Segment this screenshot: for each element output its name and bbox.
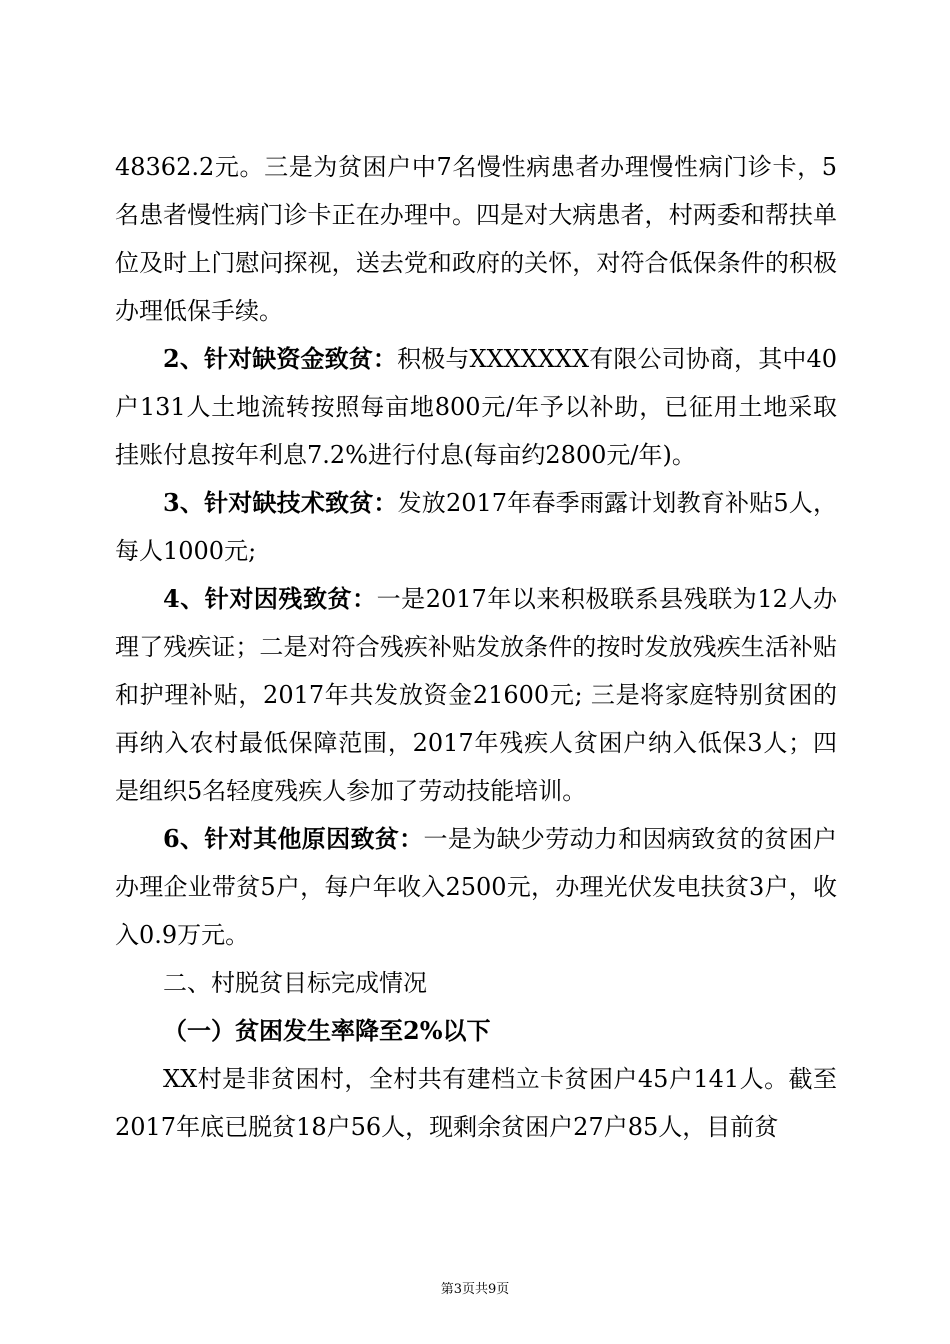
- document-body: [115, 143, 837, 1151]
- paragraph-text: 发放2017年春季雨露计划教育补贴5人，每人1000元;: [115, 489, 837, 565]
- paragraph-lead: 6、针对其他原因致贫：: [163, 824, 424, 853]
- paragraph-other-causes: [115, 815, 837, 959]
- paragraph-capital-shortage: [115, 335, 837, 479]
- paragraph-text: 一是2017年以来积极联系县残联为12人办理了残疾证；二是对符合残疾补贴发放条件的按时发放残疾生活补贴和护理补贴，2017年共发放资金21600元; 三是将家庭特别贫困的再纳入农村最低保障范围，2017年残疾人贫困户纳入低保3人；四是组织5名轻度残疾人参加了劳动技能培训。: [115, 585, 837, 805]
- paragraph-village-summary: [115, 1055, 837, 1151]
- section-heading: 二、村脱贫目标完成情况: [163, 969, 427, 997]
- paragraph-text: XX村是非贫困村，全村共有建档立卡贫困户45户141人。截至2017年底已脱贫18户56人，现剩余贫困户27户85人，目前贫: [115, 1065, 837, 1141]
- paragraph-lead: 2、针对缺资金致贫：: [163, 344, 398, 373]
- paragraph-continuation: [115, 143, 837, 335]
- paragraph-text: 积极与XXXXXXX有限公司协商，其中40户131人土地流转按照每亩地800元/年予以补助，已征用土地采取挂账付息按年利息7.2%进行付息(每亩约2800元/年)。: [115, 345, 838, 469]
- sub-heading: （一）贫困发生率降至2%以下: [163, 1016, 491, 1045]
- paragraph-lead: 3、针对缺技术致贫：: [163, 488, 398, 517]
- paragraph-lead: 4、针对因残致贫：: [163, 584, 377, 613]
- page-number-footer: 第3页共9页: [440, 1282, 510, 1297]
- paragraph-technology-shortage: [115, 479, 837, 575]
- paragraph-text: 48362.2元。三是为贫困户中7名慢性病患者办理慢性病门诊卡，5名患者慢性病门诊卡正在办理中。四是对大病患者，村两委和帮扶单位及时上门慰问探视，送去党和政府的关怀，对符合低保条件的积极办理低保手续。: [115, 153, 837, 325]
- paragraph-text: 一是为缺少劳动力和因病致贫的贫困户办理企业带贫5户，每户年收入2500元，办理光伏发电扶贫3户，收入0.9万元。: [115, 825, 838, 949]
- paragraph-disability: [115, 575, 837, 815]
